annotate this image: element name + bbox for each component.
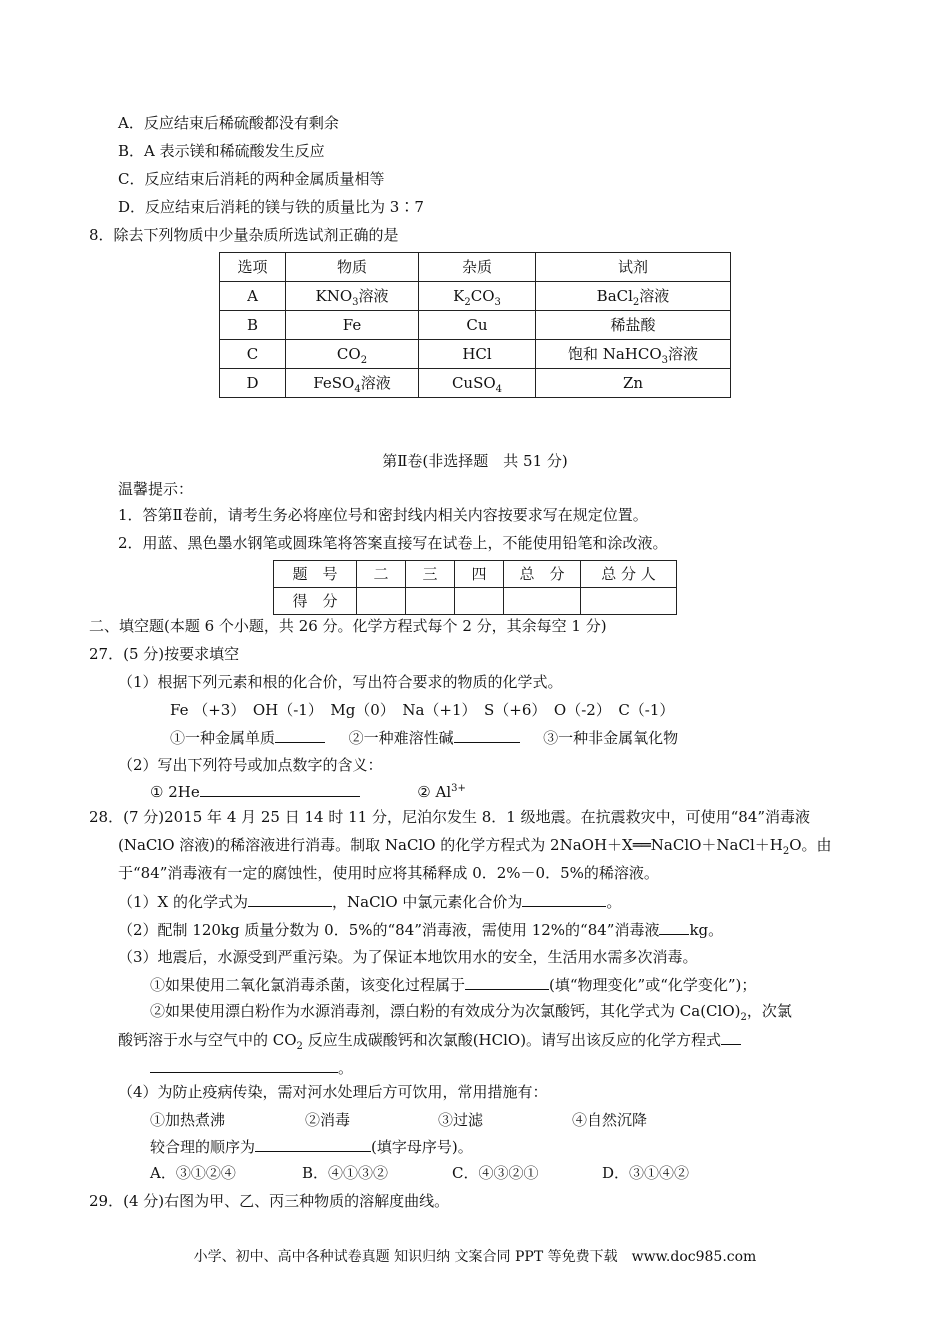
q27-part2: （2）写出下列符号或加点数字的含义： <box>118 756 383 774</box>
score-cell[interactable] <box>504 588 581 615</box>
score-table <box>273 560 677 615</box>
q27-valences: Fe （+3） OH（-1） Mg（0） Na（+1） S（+6） O（-2） C（-1） <box>170 701 675 719</box>
score-header-total: 总 分 <box>504 561 581 588</box>
q28-sub3-2: ②如果使用漂白粉作为水源消毒剂，漂白粉的有效成分为次氯酸钙，其化学式为 $Ca(ClO)_2$，次氯 <box>150 1002 792 1023</box>
q28-sub3-4: 。 <box>150 1058 353 1077</box>
q28-line2: (NaClO 溶液)的稀溶液进行消毒。制取 NaClO 的化学方程式为 $2NaOH+X══NaClO+NaCl+H_2O$。由 <box>118 836 832 857</box>
answer-blank[interactable] <box>248 892 332 907</box>
answer-blank[interactable] <box>454 728 520 743</box>
tip-1: 1．答第Ⅱ卷前，请考生务必将座位号和密封线内相关内容按要求写在规定位置。 <box>118 506 648 524</box>
q7-option-a: A．反应结束后稀硫酸都没有剩余 <box>118 114 339 132</box>
answer-blank[interactable] <box>721 1030 741 1045</box>
q27-part1: （1）根据下列元素和根的化合价，写出符合要求的物质的化学式。 <box>118 673 563 691</box>
table-row <box>220 340 731 369</box>
score-cell[interactable] <box>357 588 406 615</box>
q28-sub3: （3）地震后，水源受到严重污染。为了保证本地饮用水的安全，生活用水需多次消毒。 <box>118 948 698 966</box>
q8-cell-option: B <box>220 311 286 340</box>
q8-cell-impurity: Cu <box>419 311 536 340</box>
q28-line1: 28．(7 分)2015 年 4 月 25 日 14 时 11 分，尼泊尔发生 8．1 级地震。在抗震救灾中，可使用“84”消毒液 <box>89 808 811 826</box>
answer-blank[interactable] <box>465 975 549 990</box>
q27-stem: 27．(5 分)按要求填空 <box>89 645 240 663</box>
q8-cell-option: D <box>220 369 286 398</box>
q28-sub2: （2）配制 120kg 质量分数为 0．5%的“84”消毒液，需使用 12%的“84”消毒液 kg。 <box>118 921 724 939</box>
q8-header-substance: 物质 <box>286 253 419 282</box>
score-header-2: 二 <box>357 561 406 588</box>
q8-cell-option: A <box>220 282 286 311</box>
table-row <box>220 282 731 311</box>
score-cell[interactable] <box>581 588 677 615</box>
q8-cell-substance: Fe <box>286 311 419 340</box>
q8-cell-reagent: 饱和 NaHCO$_3$溶液 <box>536 340 731 369</box>
q7-option-d: D．反应结束后消耗的镁与铁的质量比为 3∶7 <box>118 198 424 216</box>
score-header-qno: 题 号 <box>274 561 357 588</box>
score-cell[interactable] <box>406 588 455 615</box>
q28-sub3-1: ①如果使用二氧化氯消毒杀菌，该变化过程属于 (填“物理变化”或“化学变化”)； <box>150 976 757 994</box>
q8-header-reagent: 试剂 <box>536 253 731 282</box>
q28-sub1: （1）X 的化学式为 ，NaClO 中氯元素化合价为 。 <box>118 893 622 911</box>
q8-cell-reagent: Zn <box>536 369 731 398</box>
q27-symbols: ① 2He ② $Al^{3+}$ <box>150 783 466 801</box>
score-header-3: 三 <box>406 561 455 588</box>
score-cell[interactable] <box>455 588 504 615</box>
q29-stem: 29．(4 分)右图为甲、乙、丙三种物质的溶解度曲线。 <box>89 1192 450 1210</box>
footer-text: 小学、初中、高中各种试卷真题 知识归纳 文案合同 PPT 等免费下载 www.doc985.com <box>193 1249 757 1265</box>
part2-title: 第Ⅱ卷(非选择题 共 51 分) <box>382 452 568 470</box>
q28-sub3-3: 酸钙溶于水与空气中的 $CO_2$ 反应生成碳酸钙和次氯酸(HClO)。请写出该反应的化学方程式 <box>118 1030 741 1049</box>
score-header-grader: 总 分 人 <box>581 561 677 588</box>
q28-order: 较合理的顺序为 (填字母序号)。 <box>150 1138 473 1156</box>
tip-label: 温馨提示： <box>118 480 194 498</box>
answer-blank[interactable] <box>522 892 606 907</box>
q8-cell-impurity: $K_2CO_3$ <box>419 282 536 311</box>
score-header-4: 四 <box>455 561 504 588</box>
score-row-label: 得 分 <box>274 588 357 615</box>
q8-stem: 8．除去下列物质中少量杂质所选试剂正确的是 <box>89 226 399 244</box>
answer-blank[interactable] <box>275 728 325 743</box>
q8-cell-substance: $CO_2$ <box>286 340 419 369</box>
answer-blank[interactable] <box>200 782 360 797</box>
table-row <box>220 311 731 340</box>
section-title: 二、填空题(本题 6 个小题，共 26 分。化学方程式每个 2 分，其余每空 1 分) <box>89 617 607 635</box>
q8-table <box>219 252 731 398</box>
q7-option-c: C．反应结束后消耗的两种金属质量相等 <box>118 170 385 188</box>
q8-cell-impurity: CuSO$_4$ <box>419 369 536 398</box>
table-row <box>220 369 731 398</box>
q8-cell-substance: FeSO$_4$溶液 <box>286 369 419 398</box>
answer-blank[interactable] <box>255 1137 371 1152</box>
answer-blank[interactable] <box>150 1058 338 1073</box>
q8-cell-impurity: HCl <box>419 340 536 369</box>
q8-header-option: 选项 <box>220 253 286 282</box>
q28-sub4: （4）为防止疫病传染，需对河水处理后方可饮用，常用措施有： <box>118 1083 548 1101</box>
q8-header-impurity: 杂质 <box>419 253 536 282</box>
q8-cell-option: C <box>220 340 286 369</box>
q8-cell-substance: $KNO_3$溶液 <box>286 282 419 311</box>
tip-2: 2．用蓝、黑色墨水钢笔或圆珠笔将答案直接写在试卷上，不能使用铅笔和涂改液。 <box>118 534 668 552</box>
answer-blank[interactable] <box>659 920 689 935</box>
q28-line3: 于“84”消毒液有一定的腐蚀性，使用时应将其稀释成 0．2%－0．5%的稀溶液。 <box>118 864 659 882</box>
q8-cell-reagent: BaCl$_2$溶液 <box>536 282 731 311</box>
q27-answers: ①一种金属单质 ②一种难溶性碱 ③一种非金属氧化物 <box>170 729 679 747</box>
q7-option-b: B．A 表示镁和稀硫酸发生反应 <box>118 142 325 160</box>
q8-cell-reagent: 稀盐酸 <box>536 311 731 340</box>
